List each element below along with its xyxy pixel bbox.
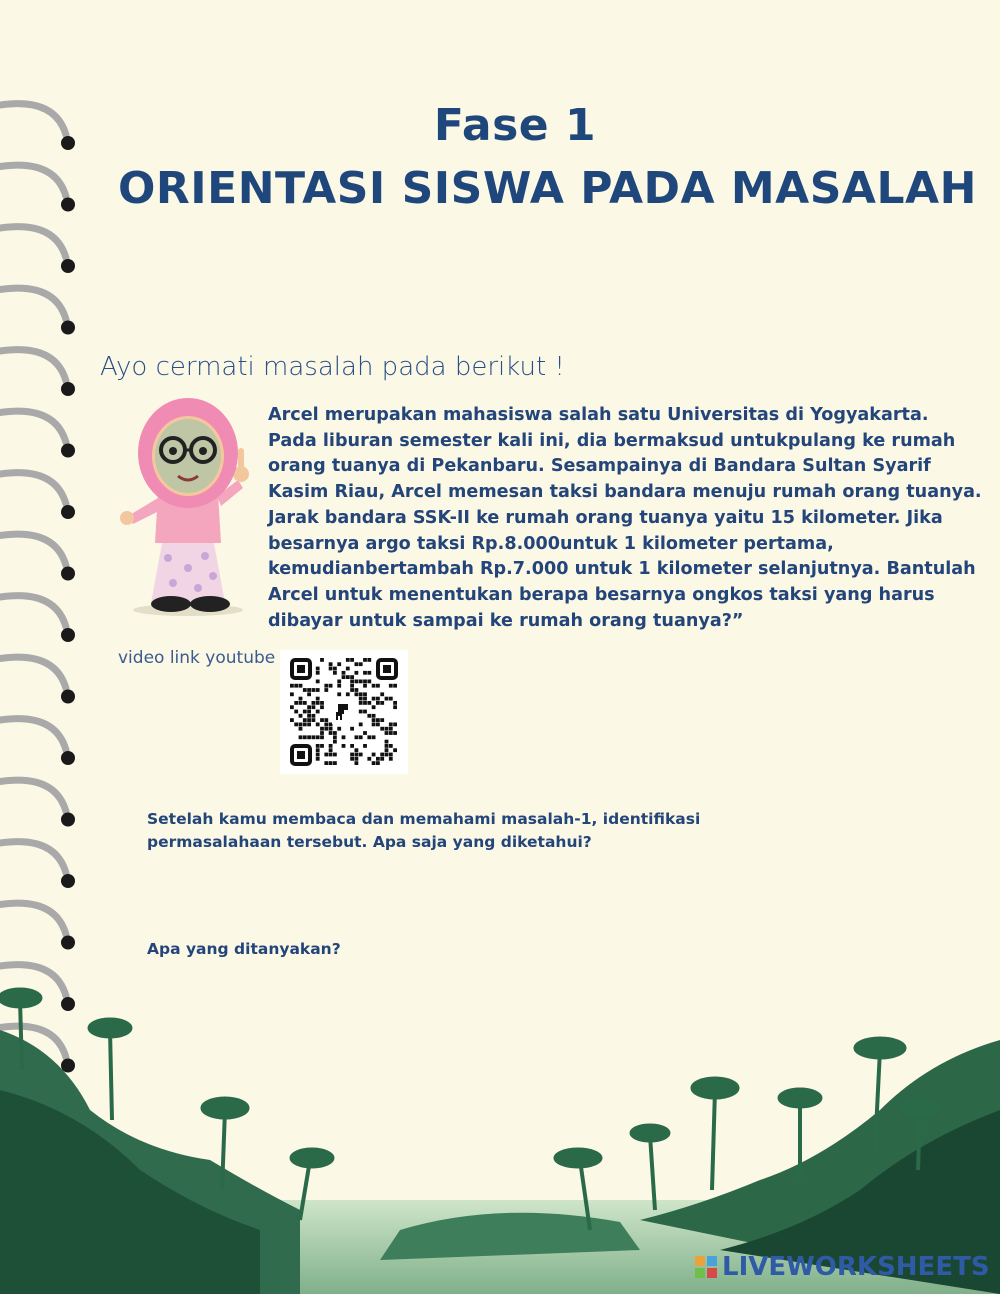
qr-module	[329, 761, 333, 765]
page-title: ORIENTASI SISWA PADA MASALAH	[118, 163, 977, 214]
qr-module	[324, 718, 328, 722]
qr-module	[333, 667, 337, 671]
qr-module	[324, 688, 328, 692]
qr-module	[380, 757, 384, 761]
qr-module	[299, 701, 303, 705]
spiral-hole	[61, 690, 75, 704]
video-link-label: video link youtube	[118, 648, 276, 668]
qr-module	[333, 740, 337, 744]
qr-module	[393, 731, 397, 735]
intro-prompt: Ayo cermati masalah pada berikut !	[100, 352, 565, 382]
qr-module	[316, 748, 320, 752]
spiral-ring	[0, 227, 66, 258]
qr-module	[350, 753, 354, 757]
qr-module	[329, 667, 333, 671]
qr-module	[376, 701, 380, 705]
phase-title: Fase 1	[433, 100, 597, 151]
spiral-hole	[61, 505, 75, 519]
qr-module	[363, 731, 367, 735]
qr-module	[294, 723, 298, 727]
qr-module	[359, 692, 363, 696]
spiral-ring	[0, 350, 66, 381]
qr-module	[307, 718, 311, 722]
qr-module	[303, 710, 307, 714]
qr-module	[329, 684, 333, 688]
spiral-ring	[0, 288, 66, 319]
qr-module	[363, 701, 367, 705]
qr-module	[359, 710, 363, 714]
qr-module	[372, 684, 376, 688]
spiral-ring	[0, 719, 66, 750]
qr-module	[359, 735, 363, 739]
spiral-hole	[61, 567, 75, 581]
liveworksheets-logo-icon	[695, 1256, 717, 1278]
qr-module	[380, 692, 384, 696]
spiral-hole	[61, 321, 75, 335]
qr-module	[350, 684, 354, 688]
qr-module	[316, 757, 320, 761]
qr-module	[389, 757, 393, 761]
qr-module	[350, 688, 354, 692]
qr-module	[303, 735, 307, 739]
qr-module	[380, 718, 384, 722]
qr-module	[355, 692, 359, 696]
qr-module	[333, 753, 337, 757]
qr-module	[380, 701, 384, 705]
qr-module	[294, 701, 298, 705]
qr-module	[329, 662, 333, 666]
spiral-hole	[61, 444, 75, 458]
qr-module	[294, 710, 298, 714]
qr-module	[355, 662, 359, 666]
qr-module	[350, 757, 354, 761]
problem-text: Arcel merupakan mahasiswa salah satu Universitas di Yogyakarta. Pada liburan semester kali ini, dia bermaksud untukpulang ke rumah orang tuanya di Pekanbaru. Sesampainya di Bandara Sultan Syarif Kasim Riau, Arcel memesan taksi bandara menuju rumah orang tuanya. Jarak bandara SSK-II ke rumah orang tuanya yaitu 15 kilometer. Jika besarnya argo taksi Rp.8.000untuk 1 kilometer pertama, kemudianbertambah Rp.7.000 untuk 1 kilometer selanjutnya. Bantulah Arcel untuk menentukan berapa besarnya ongkos taksi yang harus dibayar untuk sampai ke rumah orang tuanya?”	[268, 405, 982, 631]
spiral-ring	[0, 903, 66, 934]
qr-module	[320, 744, 324, 748]
qr-module	[303, 688, 307, 692]
qr-module	[385, 697, 389, 701]
qr-module	[363, 658, 367, 662]
qr-module	[346, 658, 350, 662]
qr-module	[355, 761, 359, 765]
qr-module	[324, 723, 328, 727]
spiral-hole	[61, 813, 75, 827]
qr-module	[307, 735, 311, 739]
qr-module	[342, 675, 346, 679]
qr-module	[316, 710, 320, 714]
qr-module	[307, 688, 311, 692]
qr-module	[299, 714, 303, 718]
qr-module	[359, 753, 363, 757]
qr-module	[316, 701, 320, 705]
qr-module	[320, 735, 324, 739]
qr-module	[367, 735, 371, 739]
qr-module	[299, 697, 303, 701]
student-character-illustration	[113, 398, 263, 620]
spiral-ring	[0, 165, 66, 196]
liveworksheets-brand[interactable]: LIVEWORKSHEETS	[722, 1252, 990, 1282]
qr-module	[372, 697, 376, 701]
qr-module	[342, 735, 346, 739]
qr-module	[389, 723, 393, 727]
jungle-scenery-illustration	[0, 960, 1000, 1294]
qr-module	[333, 671, 337, 675]
qr-module	[299, 684, 303, 688]
qr-module	[320, 727, 324, 731]
qr-module	[312, 701, 316, 705]
qr-module	[329, 731, 333, 735]
qr-module	[346, 675, 350, 679]
qr-module	[372, 761, 376, 765]
qr-module	[333, 761, 337, 765]
qr-module	[376, 723, 380, 727]
qr-module	[320, 718, 324, 722]
qr-module	[316, 735, 320, 739]
qr-module	[372, 723, 376, 727]
qr-module	[359, 697, 363, 701]
qr-module	[316, 744, 320, 748]
qr-module	[324, 684, 328, 688]
qr-module	[355, 757, 359, 761]
qr-module	[346, 692, 350, 696]
spiral-hole	[61, 628, 75, 642]
qr-module	[333, 735, 337, 739]
spiral-hole	[61, 936, 75, 950]
qr-module	[389, 697, 393, 701]
spiral-hole	[61, 874, 75, 888]
spiral-ring	[0, 657, 66, 688]
qr-module	[342, 671, 346, 675]
qr-module	[346, 667, 350, 671]
qr-module	[393, 701, 397, 705]
qr-module	[350, 658, 354, 662]
qr-module	[355, 753, 359, 757]
qr-module	[355, 680, 359, 684]
spiral-ring	[0, 411, 66, 442]
qr-module	[307, 705, 311, 709]
spiral-ring	[0, 596, 66, 627]
qr-module	[380, 727, 384, 731]
qr-module	[376, 718, 380, 722]
qr-module	[367, 671, 371, 675]
qr-module	[385, 727, 389, 731]
qr-module	[316, 667, 320, 671]
qr-module	[324, 761, 328, 765]
qr-module	[393, 723, 397, 727]
qr-module	[363, 697, 367, 701]
qr-module	[376, 757, 380, 761]
spiral-ring	[0, 473, 66, 504]
qr-module	[299, 735, 303, 739]
qr-module	[320, 658, 324, 662]
qr-module	[367, 757, 371, 761]
qr-module	[355, 671, 359, 675]
qr-module	[350, 727, 354, 731]
qr-module	[389, 753, 393, 757]
qr-module	[307, 710, 311, 714]
qr-module	[320, 705, 324, 709]
qr-module	[376, 761, 380, 765]
qr-module	[294, 684, 298, 688]
qr-module	[290, 692, 294, 696]
qr-module	[367, 714, 371, 718]
qr-module	[355, 748, 359, 752]
qr-module	[329, 753, 333, 757]
spiral-ring	[0, 780, 66, 811]
qr-module	[389, 727, 393, 731]
qr-module	[316, 697, 320, 701]
qr-module	[393, 705, 397, 709]
qr-module	[350, 675, 354, 679]
spiral-ring	[0, 534, 66, 565]
qr-module	[363, 684, 367, 688]
spiral-hole	[61, 259, 75, 273]
qr-module	[350, 744, 354, 748]
qr-module	[389, 684, 393, 688]
qr-module	[367, 701, 371, 705]
qr-module	[355, 688, 359, 692]
qr-module	[299, 723, 303, 727]
qr-module	[337, 727, 341, 731]
qr-module	[363, 744, 367, 748]
qr-module	[385, 748, 389, 752]
qr-module	[376, 684, 380, 688]
qr-module	[312, 705, 316, 709]
spiral-hole	[61, 751, 75, 765]
qr-module	[359, 680, 363, 684]
qr-module	[385, 740, 389, 744]
question-asked: Apa yang ditanyakan?	[147, 940, 341, 958]
qr-module	[333, 731, 337, 735]
spiral-hole	[61, 198, 75, 212]
qr-module	[307, 723, 311, 727]
qr-module	[307, 714, 311, 718]
qr-module	[393, 748, 397, 752]
qr-module	[303, 718, 307, 722]
qr-module	[337, 680, 341, 684]
qr-module	[337, 662, 341, 666]
qr-module	[363, 671, 367, 675]
qr-module	[355, 735, 359, 739]
question-known: Setelah kamu membaca dan memahami masalah-1, identifikasi permasalahaan tersebut. Apa saja yang diketahui?	[147, 810, 701, 851]
qr-module	[316, 671, 320, 675]
qr-module	[290, 705, 294, 709]
qr-module	[389, 731, 393, 735]
qr-module	[329, 723, 333, 727]
qr-module	[372, 718, 376, 722]
qr-module	[316, 688, 320, 692]
qr-module	[329, 744, 333, 748]
qr-module	[329, 727, 333, 731]
qr-module	[359, 723, 363, 727]
qr-module	[303, 701, 307, 705]
qr-module	[316, 753, 320, 757]
qr-module	[303, 723, 307, 727]
qr-module	[299, 727, 303, 731]
qr-module	[393, 684, 397, 688]
qr-module	[320, 701, 324, 705]
qr-module	[312, 688, 316, 692]
qr-module	[385, 731, 389, 735]
qr-module	[329, 748, 333, 752]
qr-module	[337, 684, 341, 688]
qr-module	[367, 658, 371, 662]
qr-module	[376, 697, 380, 701]
qr-module	[312, 714, 316, 718]
qr-module	[290, 718, 294, 722]
spiral-ring	[0, 842, 66, 873]
qr-module	[367, 680, 371, 684]
qr-module	[316, 680, 320, 684]
qr-module	[337, 692, 341, 696]
qr-module	[312, 718, 316, 722]
qr-module	[380, 753, 384, 757]
qr-module	[363, 710, 367, 714]
qr-module	[363, 680, 367, 684]
qr-module	[372, 714, 376, 718]
qr-module	[350, 680, 354, 684]
youtube-qr-code[interactable]	[280, 650, 408, 774]
qr-module	[324, 727, 328, 731]
qr-module	[389, 744, 393, 748]
qr-module	[372, 735, 376, 739]
qr-module	[372, 753, 376, 757]
spiral-hole	[61, 382, 75, 396]
qr-module	[359, 662, 363, 666]
qr-module	[385, 744, 389, 748]
qr-module	[363, 692, 367, 696]
qr-module	[385, 753, 389, 757]
qr-module	[290, 684, 294, 688]
qr-module	[372, 705, 376, 709]
qr-module	[324, 753, 328, 757]
qr-module	[307, 692, 311, 696]
qr-module	[320, 731, 324, 735]
qr-module	[316, 723, 320, 727]
qr-module	[342, 744, 346, 748]
qr-module	[359, 701, 363, 705]
qr-module	[312, 735, 316, 739]
